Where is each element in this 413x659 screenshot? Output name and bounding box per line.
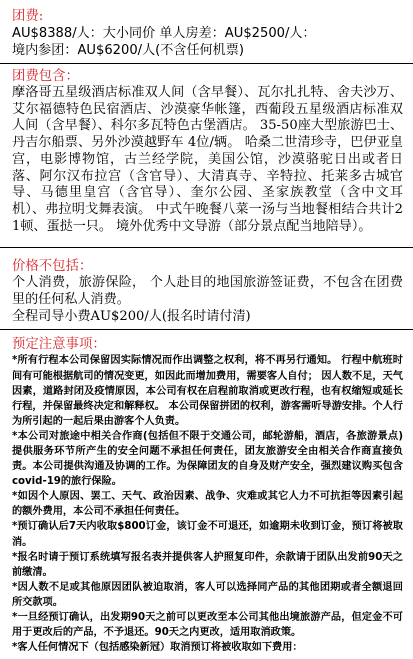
fees-heading: 团费: (12, 9, 44, 24)
note-item: *如因个人原因、罢工、天气、政治因素、战争、灾难或其它人力不可抗拒等因素引起的额外费用，本公司不承担任何责任。 (12, 491, 403, 518)
fees-adult-price: AU$8388/人：大小同价 单人房差：AU$2500/人： (12, 26, 316, 41)
notes-section (12, 330, 403, 659)
includes-section (12, 64, 403, 239)
notes-heading: 预定注意事项： (12, 337, 106, 353)
note-item: *所有行程本公司保留因实际情况而作出调整之权利，将不再另行通知。 行程中航班时间有可能根据航司的情况变更，如因此而增加费用，需要客人自付； 因人数不足，天气因素，道路封闭及疫情原因，本公司有权在启程前取消或更改行程，也有权缩短或延长行程，并保留最终决定和解释权。 本公司保留拼团的权利，游客需听导游安排。个人行为所引起的一起后果由游客个人负责。 (12, 355, 403, 427)
excludes-body: 个人消费，旅游保险， 个人赴目的地国旅游签证费，不包含在团费里的任何私人消费。 (12, 275, 403, 308)
note-item: *客人任何情况下（包括感染新冠）取消预订将被收取如下费用： (12, 642, 303, 654)
excludes-heading: 价格不包括： (12, 259, 93, 275)
includes-heading: 团费包含： (12, 69, 79, 84)
note-item: *本公司对旅途中相关合作商(包括但不限于交通公司，邮轮游船，酒店，各旅游景点) 提供服务环节所产生的安全问题不承担任何责任，团友旅游安全由相关合作商直接负责。本公司提供沟通及协调的工作。为保障团友的自身及财产安全，强烈建议购买包含covid-19的旅行保险。 (12, 430, 403, 488)
fees-section (12, 6, 403, 63)
note-item: *因人数不足或其他原因团队被迫取消，客人可以选择同产品的其他团期或者全额退回所交款项。 (12, 581, 403, 608)
excludes-tip: 全程司导小费AU$200/人(报名时请付清) (12, 308, 251, 324)
note-item: *预订确认后7天内收取$800订金，该订金不可退还，如逾期未收到订金，预订将被取消。 (12, 521, 403, 548)
fees-local-join-price: 境内参团：AU$6200/人(不含任何机票) (12, 43, 244, 58)
note-item: *报名时请于预订系统填写报名表并提供客人护照复印件，余款请于团队出发前90天之前缴清。 (12, 551, 403, 578)
excludes-section (12, 248, 403, 329)
note-item: *一旦经预订确认，出发期90天之前可以更改至本公司其他出境旅游产品，但定金不可用于更改后的产品，不予退还。90天之内更改，适用取消政策。 (12, 612, 403, 639)
notes-list (12, 353, 403, 655)
includes-body: 摩洛哥五星级酒店标准双人间（含早餐）、瓦尔扎扎特、舍夫沙万、艾尔福德特色民宿酒店、沙漠豪华帐篷，西葡段五星级酒店标准双人间（含早餐）、科尔多瓦特色古堡酒店。 35-50座大型旅游巴士、丹吉尔船票、另外沙漠越野车 4位/辆。 哈桑二世清珍寺，巴伊亚皇宫，电影博物馆，古兰经学院，美国公馆，沙漠骆驼日出或者日落、阿尔汉布拉宫（含官导）、大清真寺、辛特拉、托莱多古城官导、马德里皇宫（含官导）、奎尔公园、圣家族教堂（含中文耳机）、弗拉明戈舞表演。 中式午晚餐八菜一汤与当地餐相结合共计21顿、蛋挞一只。 境外优秀中文导游（部分景点配当地陪导）。 (12, 85, 403, 234)
